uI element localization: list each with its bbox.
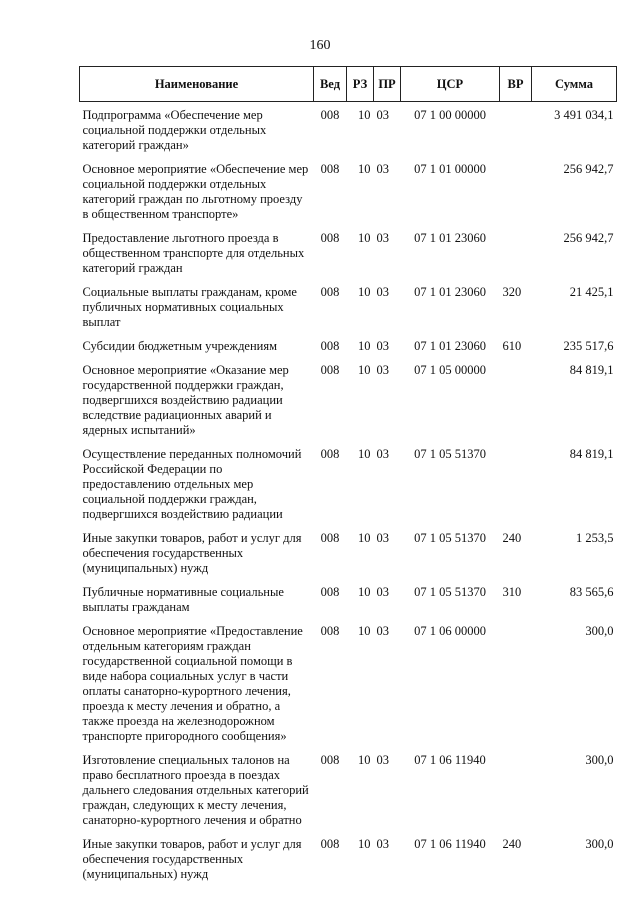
row-csr: 07 1 01 23060 (414, 339, 486, 353)
row-vr (500, 747, 532, 831)
table-row (80, 579, 617, 618)
row-pr: 03 (376, 624, 389, 638)
row-pr: 03 (376, 753, 389, 767)
row-sum: 3 491 034,1 (554, 108, 614, 122)
table-row (80, 618, 617, 747)
row-rz: 10 (358, 363, 371, 377)
row-pr: 03 (376, 231, 389, 245)
row-rz: 10 (358, 585, 371, 599)
table-row (80, 747, 617, 831)
row-name: Подпрограмма «Обеспечение мер социальной поддержки отдельных категорий граждан» (82, 108, 267, 152)
row-csr: 07 1 06 11940 (414, 753, 486, 767)
row-sum: 300,0 (585, 624, 614, 638)
row-csr: 07 1 05 51370 (414, 531, 486, 545)
row-ved: 008 (320, 531, 340, 545)
row-ved: 008 (320, 363, 340, 377)
row-vr: 240 (502, 837, 522, 851)
table-row (80, 333, 617, 357)
row-name: Субсидии бюджетным учреждениям (82, 339, 278, 353)
row-name: Иные закупки товаров, работ и услуг для обеспечения государственных (муниципальных) нужд (82, 531, 302, 575)
row-ved: 008 (320, 753, 340, 767)
column-header-rz: РЗ (347, 67, 374, 102)
budget-table (79, 66, 617, 885)
row-rz: 10 (358, 162, 371, 176)
table-row (80, 225, 617, 279)
row-rz: 10 (358, 624, 371, 638)
row-ved: 008 (320, 162, 340, 176)
row-csr: 07 1 01 23060 (414, 231, 486, 245)
row-sum: 235 517,6 (563, 339, 614, 353)
row-pr: 03 (376, 108, 389, 122)
table-row (80, 102, 617, 157)
row-vr (500, 357, 532, 441)
row-pr: 03 (376, 837, 389, 851)
column-header-vr: ВР (500, 67, 532, 102)
row-rz: 10 (358, 231, 371, 245)
row-name: Осуществление переданных полномочий Российской Федерации по предоставлению отдельных мер социальной поддержки граждан, подвергшихся воздействию радиации (82, 447, 302, 521)
row-pr: 03 (376, 162, 389, 176)
table-header-row (80, 67, 617, 102)
row-ved: 008 (320, 285, 340, 299)
row-ved: 008 (320, 447, 340, 461)
row-vr (500, 618, 532, 747)
column-header-sum: Сумма (532, 67, 617, 102)
row-sum: 1 253,5 (576, 531, 614, 545)
table-row (80, 525, 617, 579)
row-name: Основное мероприятие «Предоставление отдельным категориям граждан государственной социальной помощи в виде набора социальных услуг в части оплаты санаторно-курортного лечения, проезда к месту лечения и обратно, а также проезда на железнодорожном транспорте пригородного сообщения» (82, 624, 303, 743)
row-sum: 83 565,6 (569, 585, 614, 599)
row-vr (500, 441, 532, 525)
row-rz: 10 (358, 837, 371, 851)
row-rz: 10 (358, 108, 371, 122)
column-header-csr: ЦСР (401, 67, 500, 102)
row-csr: 07 1 06 00000 (414, 624, 486, 638)
row-sum: 300,0 (585, 837, 614, 851)
row-csr: 07 1 01 00000 (414, 162, 486, 176)
row-rz: 10 (358, 339, 371, 353)
table-row (80, 831, 617, 885)
row-vr: 240 (502, 531, 522, 545)
row-pr: 03 (376, 447, 389, 461)
row-ved: 008 (320, 624, 340, 638)
row-vr (500, 156, 532, 225)
row-name: Изготовление специальных талонов на право бесплатного проезда в поездах дальнего следования отдельных категорий граждан, следующих к месту лечения, санаторно-курортного лечения и обратно (82, 753, 309, 827)
row-name: Основное мероприятие «Обеспечение мер социальной поддержки отдельных категорий граждан по льготному проезду в общественном транспорте» (82, 162, 309, 221)
row-rz: 10 (358, 447, 371, 461)
row-pr: 03 (376, 363, 389, 377)
row-rz: 10 (358, 753, 371, 767)
column-header-pr: ПР (374, 67, 401, 102)
row-vr: 310 (502, 585, 522, 599)
row-name: Публичные нормативные социальные выплаты гражданам (82, 585, 284, 614)
row-ved: 008 (320, 339, 340, 353)
row-pr: 03 (376, 339, 389, 353)
row-pr: 03 (376, 285, 389, 299)
row-csr: 07 1 05 51370 (414, 447, 486, 461)
row-name: Социальные выплаты гражданам, кроме публичных нормативных социальных выплат (82, 285, 297, 329)
row-csr: 07 1 05 51370 (414, 585, 486, 599)
row-csr: 07 1 01 23060 (414, 285, 486, 299)
row-pr: 03 (376, 585, 389, 599)
row-csr: 07 1 06 11940 (414, 837, 486, 851)
row-sum: 84 819,1 (569, 363, 614, 377)
table-row (80, 357, 617, 441)
row-rz: 10 (358, 531, 371, 545)
table-row (80, 441, 617, 525)
row-ved: 008 (320, 837, 340, 851)
row-rz: 10 (358, 285, 371, 299)
page-number: 160 (309, 38, 331, 53)
row-sum: 84 819,1 (569, 447, 614, 461)
row-vr: 320 (502, 285, 522, 299)
row-vr (500, 225, 532, 279)
row-sum: 256 942,7 (563, 162, 614, 176)
column-header-name: Наименование (80, 67, 314, 102)
row-csr: 07 1 00 00000 (414, 108, 486, 122)
row-ved: 008 (320, 585, 340, 599)
row-sum: 256 942,7 (563, 231, 614, 245)
row-sum: 21 425,1 (569, 285, 614, 299)
row-vr (500, 102, 532, 157)
row-csr: 07 1 05 00000 (414, 363, 486, 377)
table-row (80, 156, 617, 225)
column-header-ved: Вед (314, 67, 347, 102)
row-sum: 300,0 (585, 753, 614, 767)
row-name: Основное мероприятие «Оказание мер государственной поддержки граждан, подвергшихся воздействию радиации вследствие радиационных аварий и ядерных испытаний» (82, 363, 289, 437)
table-row (80, 279, 617, 333)
row-name: Иные закупки товаров, работ и услуг для обеспечения государственных (муниципальных) нужд (82, 837, 302, 881)
row-ved: 008 (320, 108, 340, 122)
row-pr: 03 (376, 531, 389, 545)
row-vr: 610 (502, 339, 522, 353)
row-ved: 008 (320, 231, 340, 245)
row-name: Предоставление льготного проезда в общественном транспорте для отдельных категорий граждан (82, 231, 305, 275)
